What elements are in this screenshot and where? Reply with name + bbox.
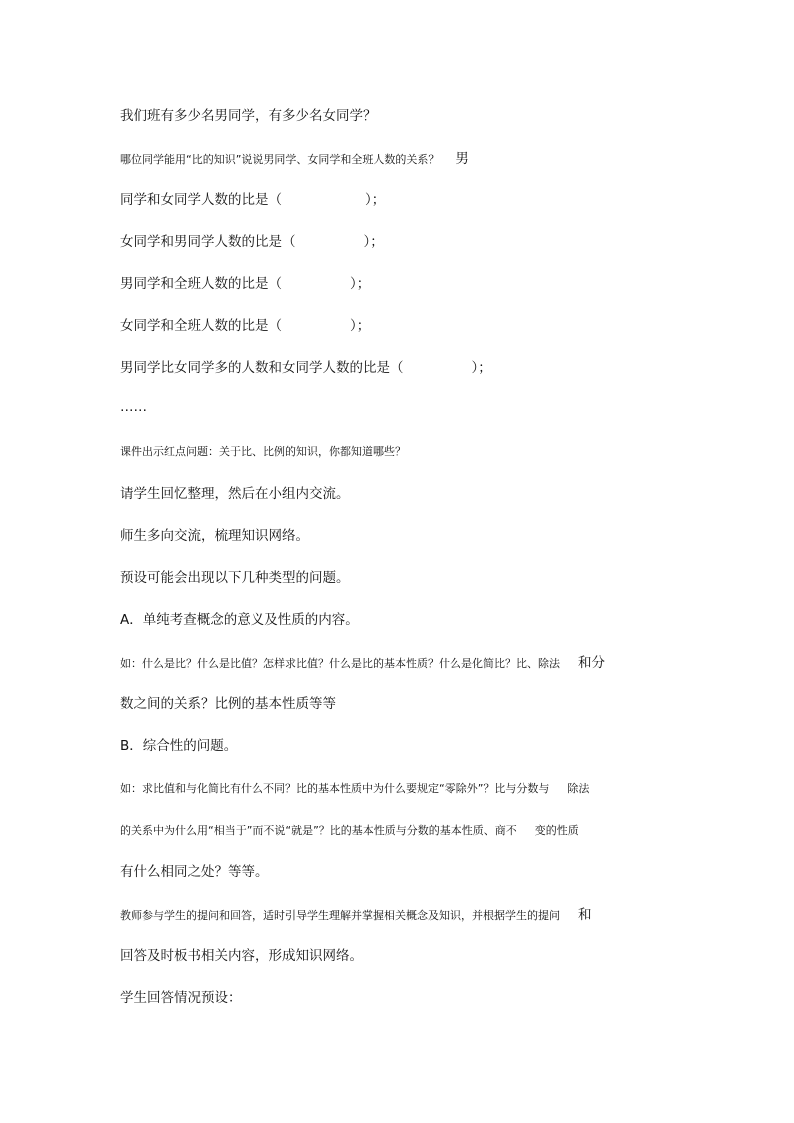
text-line: 教师参与学生的提问和回答，适时引导学生理解并掌握相关概念及知识，并根据学生的提问 和 — [120, 907, 592, 923]
text-line: 同学和女同学人数的比是（ ）； — [120, 192, 386, 208]
text-line: 预设可能会出现以下几种类型的问题。 — [120, 570, 350, 586]
text-line: 如：什么是比？什么是比值？怎样求比值？什么是比的基本性质？什么是化简比？比、除法 和分 — [120, 655, 605, 671]
text-line: 师生多向交流，梳理知识网络。 — [120, 528, 309, 544]
text-line: 男同学比女同学多的人数和女同学人数的比是（ ）； — [120, 360, 492, 376]
text-line: 男同学和全班人数的比是（ ）； — [120, 276, 371, 292]
text-line: 有什么相同之处？等等。 — [120, 864, 269, 880]
text-line: 如：求比值和与化简比有什么不同？比的基本性质中为什么要规定“零除外”？比与分数与 除法 — [120, 782, 590, 795]
text-line: 学生回答情况预设： — [120, 990, 242, 1006]
text-line: 课件出示红点问题：关于比、比例的知识，你都知道哪些？ — [120, 445, 406, 458]
text-line: 回答及时板书相关内容，形成知识网络。 — [120, 948, 363, 964]
text-line: A．单纯考查概念的意义及性质的内容。 — [120, 612, 359, 628]
text-line: 的关系中为什么用“相当于”而不说“就是”？比的基本性质与分数的基本性质、商不 变的性质 — [120, 824, 579, 837]
text-line: 请学生回忆整理，然后在小组内交流。 — [120, 486, 350, 502]
ellipsis-line: …… — [120, 399, 147, 415]
text-line: 哪位同学能用“比的知识”说说男同学、女同学和全班人数的关系？ 男 — [120, 151, 469, 167]
text-line: 我们班有多少名男同学，有多少名女同学？ — [120, 108, 377, 124]
text-line: 女同学和全班人数的比是（ ）； — [120, 318, 371, 334]
text-line: 女同学和男同学人数的比是（ ）； — [120, 234, 384, 250]
text-line: B．综合性的问题。 — [120, 738, 238, 754]
text-line: 数之间的关系？比例的基本性质等等 — [120, 696, 336, 712]
